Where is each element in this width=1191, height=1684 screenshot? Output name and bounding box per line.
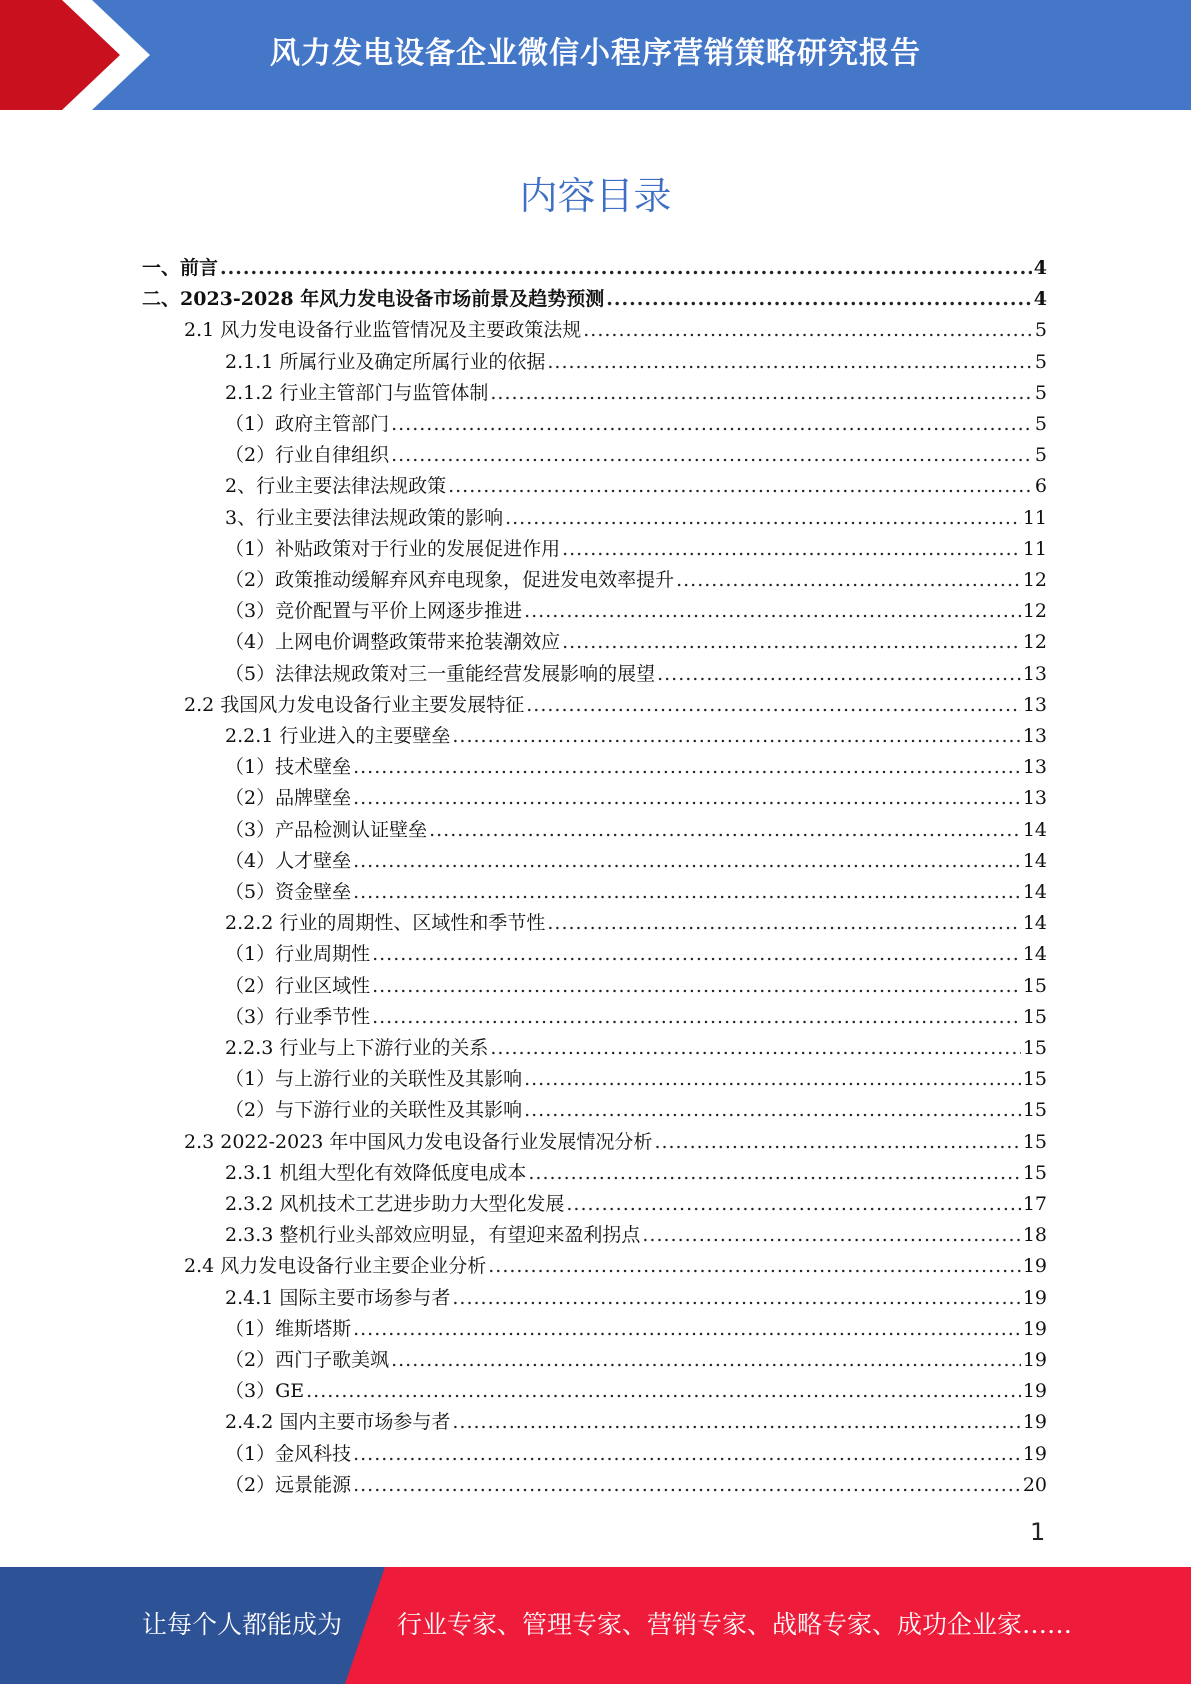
toc-entry-page: 5 [1034,444,1047,467]
toc-dot-leader [372,975,1021,997]
toc-entry-title: （2）行业区域性 [225,974,371,997]
toc-entry-page: 14 [1022,912,1047,935]
toc-entry-title: （1）金风科技 [225,1442,352,1465]
toc-entry-page: 19 [1022,1380,1047,1403]
toc-entry-title: 2.4.1 国际主要市场参与者 [225,1286,451,1309]
toc-entry[interactable] [184,1251,1047,1282]
toc-dot-leader [583,319,1033,341]
toc-dot-leader [676,569,1021,591]
toc-entry[interactable] [225,1158,1047,1189]
toc-entry[interactable] [225,908,1047,939]
toc-entry[interactable] [184,1127,1047,1158]
toc-dot-leader [505,507,1021,529]
toc-entry-page: 4 [1033,288,1047,311]
toc-entry-title: （3）产品检测认证壁垒 [225,818,428,841]
toc-entry-title: （5）资金壁垒 [225,881,352,903]
toc-dot-leader [490,382,1033,404]
toc-entry-page: 15 [1022,1099,1047,1122]
toc-dot-leader [562,631,1021,653]
toc-entry[interactable] [184,315,1047,346]
toc-entry[interactable] [142,284,1047,315]
toc-entry-page: 13 [1022,756,1047,779]
footer-slogan-right: 行业专家、管理专家、营销专家、战略专家、成功企业家…… [397,1610,1073,1639]
toc-dot-leader [606,288,1032,310]
toc-entry-page: 5 [1034,319,1047,342]
toc-dot-leader [490,1037,1020,1059]
toc-entry-title: （1）维斯塔斯 [225,1317,352,1340]
toc-entry-page: 5 [1034,381,1047,404]
toc-entry[interactable] [225,503,1047,534]
toc-entry-page: 13 [1022,787,1047,810]
toc-dot-leader [429,819,1021,841]
toc-entry-title: 2.1.1 所属行业及确定所属行业的依据 [225,350,546,373]
toc-entry-page: 4 [1033,257,1047,279]
report-title: 风力发电设备企业微信小程序营销策略研究报告 [270,36,921,71]
toc-entry-title: （3）行业季节性 [225,1005,371,1028]
toc-entry-page: 13 [1022,725,1047,747]
toc-entry-title: （4）人才壁垒 [225,849,352,872]
toc-dot-leader [448,475,1033,497]
toc-entry-page: 19 [1022,1411,1047,1434]
toc-entry-title: （1）技术壁垒 [225,756,352,779]
toc-entry[interactable] [225,409,1047,440]
toc-entry[interactable] [225,1189,1047,1220]
toc-dot-leader [566,1193,1020,1215]
toc-dot-leader [452,1411,1020,1433]
toc-entry-page: 13 [1022,693,1047,716]
toc-entry-title: （3）GE [225,1380,305,1403]
toc-dot-leader [654,1131,1020,1153]
toc-entry-page: 14 [1022,818,1047,841]
toc-dot-leader [642,1224,1020,1246]
toc-dot-leader [524,1099,1021,1121]
toc-entry-title: 2.2.1 行业进入的主要壁垒 [225,725,451,747]
toc-entry[interactable] [225,752,1047,783]
toc-entry[interactable] [225,1283,1047,1314]
toc-dot-leader [353,850,1021,872]
toc-entry-title: （1）与上游行业的关联性及其影响 [225,1068,523,1091]
toc-dot-leader [452,1287,1020,1309]
toc-entry[interactable] [225,471,1047,502]
toc-entry[interactable] [225,846,1047,877]
toc-dot-leader [353,1443,1021,1465]
toc-entry-title: 2、行业主要法律法规政策 [225,475,447,498]
toc-entry-title: （2）政策推动缓解弃风弃电现象，促进发电效率提升 [225,569,675,591]
toc-dot-leader [391,1349,1021,1371]
toc-entry-page: 15 [1022,1161,1047,1184]
toc-dot-leader [524,600,1021,622]
toc-entry-title: 2.2.2 行业的周期性、区域性和季节性 [225,912,546,935]
toc-dot-leader [452,725,1020,747]
toc-entry-title: 2.2 我国风力发电设备行业主要发展特征 [184,693,525,716]
toc-dot-leader [547,912,1020,934]
toc-dot-leader [220,257,1032,279]
toc-dot-leader [372,943,1021,965]
toc-entry-title: （1）行业周期性 [225,943,371,966]
toc-entry-page: 5 [1034,350,1047,373]
toc-entry-page: 19 [1022,1442,1047,1465]
toc-dot-leader [353,1318,1021,1340]
toc-entry-title: 2.1 风力发电设备行业监管情况及主要政策法规 [184,319,582,342]
toc-entry-page: 11 [1022,506,1047,529]
toc-entry[interactable] [225,378,1047,409]
toc-entry[interactable] [225,1220,1047,1251]
toc-entry-title: （1）政府主管部门 [225,413,390,435]
toc-entry-page: 15 [1022,974,1047,997]
toc-dot-leader [547,351,1033,373]
toc-entry[interactable] [225,1439,1047,1470]
toc-dot-leader [372,1006,1021,1028]
toc-entry[interactable] [225,1407,1047,1438]
toc-entry-page: 18 [1022,1224,1047,1247]
toc-entry-title: 2.3.2 风机技术工艺进步助力大型化发展 [225,1193,565,1215]
toc-entry-page: 17 [1022,1193,1047,1215]
toc-entry[interactable] [225,627,1047,658]
toc-entry-page: 19 [1022,1286,1047,1309]
header-chevron-graphic [0,0,160,110]
toc-entry-title: （2）与下游行业的关联性及其影响 [225,1099,523,1122]
toc-dot-leader [353,881,1021,903]
toc-entry[interactable] [225,721,1047,752]
toc-entry[interactable] [225,783,1047,814]
toc-entry-page: 15 [1022,1068,1047,1091]
footer-slogan-left: 让每个人都能成为 [142,1610,343,1639]
toc-entry-title: 2.3.1 机组大型化有效降低度电成本 [225,1161,527,1184]
toc-entry[interactable] [184,690,1047,721]
toc-entry-page: 19 [1022,1349,1047,1371]
toc-entry-page: 12 [1022,631,1047,654]
toc-entry-page: 19 [1022,1255,1047,1278]
toc-dot-leader [391,413,1033,435]
toc-entry-page: 14 [1022,943,1047,966]
toc-dot-leader [562,538,1021,560]
toc-entry-title: （2）行业自律组织 [225,444,390,467]
toc-entry[interactable] [225,565,1047,596]
toc-entry[interactable] [225,1002,1047,1033]
toc-heading: 内容目录 [519,174,672,218]
toc-entry-page: 14 [1022,849,1047,872]
toc-dot-leader [391,444,1033,466]
toc-entry-page: 12 [1022,600,1047,623]
toc-entry-title: 一、前言 [142,257,219,279]
toc-entry-page: 15 [1022,1005,1047,1028]
toc-entry-title: 2.2.3 行业与上下游行业的关系 [225,1037,489,1059]
toc-entry-title: （3）竞价配置与平价上网逐步推进 [225,600,523,623]
toc-entry[interactable] [225,1345,1047,1376]
toc-entry-title: 二、2023-2028 年风力发电设备市场前景及趋势预测 [142,288,605,311]
toc-entry[interactable] [225,971,1047,1002]
toc-entry[interactable] [225,659,1047,690]
toc-dot-leader [528,1162,1020,1184]
toc-entry-page: 15 [1022,1130,1047,1153]
toc-entry[interactable] [225,1064,1047,1095]
toc-entry[interactable] [225,440,1047,471]
toc-entry[interactable] [225,1470,1047,1501]
toc-dot-leader [306,1380,1021,1402]
toc-entry[interactable] [142,253,1047,284]
toc-entry-title: （2）远景能源 [225,1473,352,1496]
toc-entry-page: 19 [1022,1317,1047,1340]
toc-entry-title: 3、行业主要法律法规政策的影响 [225,506,504,529]
toc-entry-page: 6 [1034,475,1047,498]
toc-entry-page: 11 [1022,537,1047,560]
toc-entry-title: （2）品牌壁垒 [225,787,352,810]
toc-entry[interactable] [225,347,1047,378]
toc-entry-title: （5）法律法规政策对三一重能经营发展影响的展望 [225,662,656,685]
toc-entry-title: （2）西门子歌美飒 [225,1349,390,1371]
toc-entry-title: 2.3.3 整机行业头部效应明显，有望迎来盈利拐点 [225,1224,641,1247]
toc-dot-leader [526,694,1021,716]
toc-dot-leader [353,756,1021,778]
toc-entry[interactable] [225,1314,1047,1345]
toc-entry-title: （1）补贴政策对于行业的发展促进作用 [225,537,561,560]
toc-entry[interactable] [225,877,1047,908]
toc-entry[interactable] [225,939,1047,970]
toc-entry[interactable] [225,596,1047,627]
toc-dot-leader [488,1255,1021,1277]
toc-entry[interactable] [225,1376,1047,1407]
toc-entry-page: 5 [1034,413,1047,435]
page-number: 1 [1030,1518,1046,1546]
toc-dot-leader [657,663,1021,685]
toc-entry-page: 15 [1022,1037,1047,1059]
toc-entry-title: 2.4 风力发电设备行业主要企业分析 [184,1255,487,1278]
toc-entry-title: 2.4.2 国内主要市场参与者 [225,1411,451,1434]
toc-entry-page: 14 [1022,881,1047,903]
report-header [0,0,1191,110]
toc-entry-title: 2.3 2022-2023 年中国风力发电设备行业发展情况分析 [184,1130,653,1153]
toc-entry[interactable] [225,1095,1047,1126]
toc-entry-title: 2.1.2 行业主管部门与监管体制 [225,381,489,404]
toc-entry-title: （4）上网电价调整政策带来抢装潮效应 [225,631,561,654]
report-footer [0,1567,1191,1684]
toc-entry-page: 13 [1022,662,1047,685]
toc-dot-leader [353,1474,1021,1496]
toc-entry[interactable] [225,534,1047,565]
toc-entry-page: 12 [1022,569,1047,591]
toc-entry[interactable] [225,815,1047,846]
toc-dot-leader [524,1068,1021,1090]
toc-entry[interactable] [225,1033,1047,1064]
toc-dot-leader [353,787,1021,809]
toc-entry-page: 20 [1022,1473,1047,1496]
